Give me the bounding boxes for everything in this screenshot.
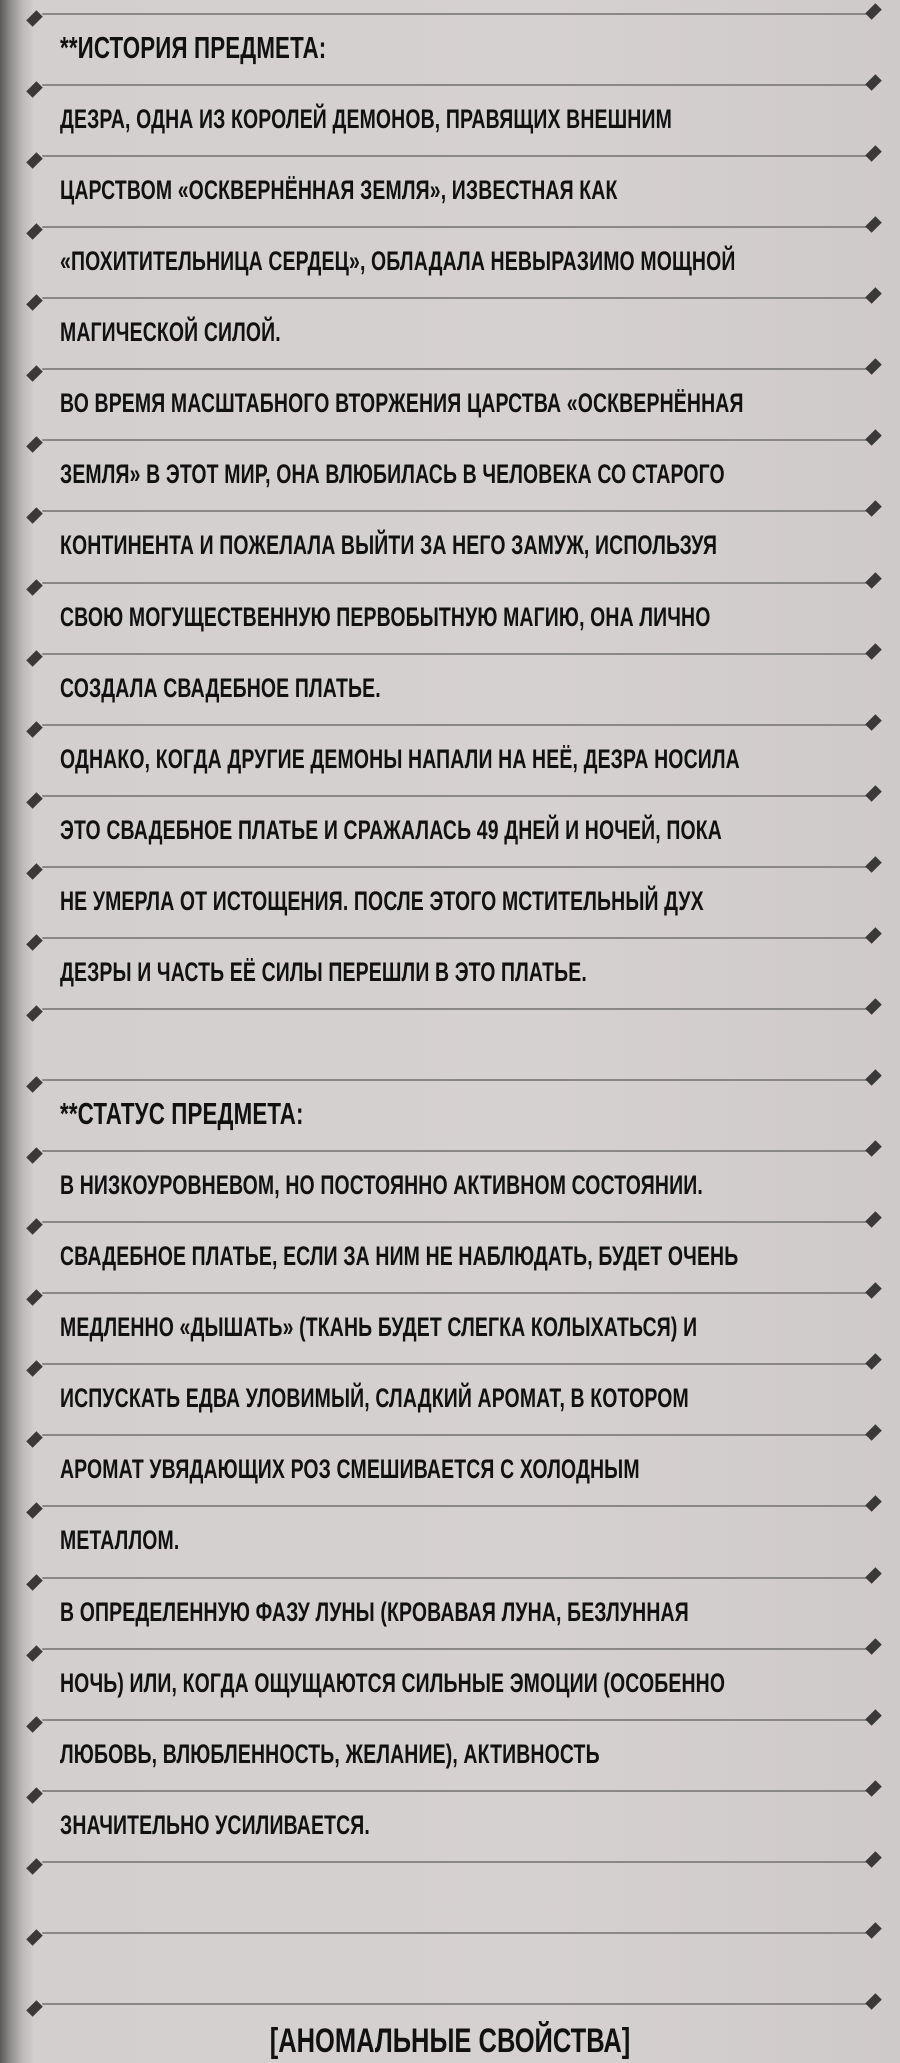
text-line: ЛЮБОВЬ, ВЛЮБЛЕННОСТЬ, ЖЕЛАНИЕ), АКТИВНОСТЬ	[60, 1738, 600, 1769]
text-line: ЭТО СВАДЕБНОЕ ПЛАТЬЕ И СРАЖАЛАСЬ 49 ДНЕЙ И НОЧЕЙ, ПОКА	[60, 814, 722, 845]
line-stroke	[42, 1221, 868, 1223]
ruled-line	[34, 1714, 874, 1726]
ruled-line	[34, 1074, 874, 1086]
text-line: НОЧЬ) ИЛИ, КОГДА ОЩУЩАЮТСЯ СИЛЬНЫЕ ЭМОЦИИ (ОСОБЕННО	[60, 1667, 726, 1698]
ruled-line	[34, 1927, 874, 1939]
ruled-line	[34, 1998, 874, 2010]
diamond-ornament-icon	[865, 216, 882, 233]
line-stroke	[42, 653, 868, 655]
ruled-line	[34, 1572, 874, 1584]
line-stroke	[42, 297, 868, 299]
line-stroke	[42, 226, 868, 228]
line-stroke	[42, 1861, 868, 1863]
text-line: МЕТАЛЛОМ.	[60, 1525, 180, 1556]
text-line: КОНТИНЕНТА И ПОЖЕЛАЛА ВЫЙТИ ЗА НЕГО ЗАМУЖ, ИСПОЛЬЗУЯ	[60, 530, 718, 561]
diamond-ornament-icon	[26, 1289, 43, 1306]
diamond-ornament-icon	[26, 508, 43, 525]
diamond-ornament-icon	[865, 1851, 882, 1868]
diamond-ornament-icon	[26, 1858, 43, 1875]
ruled-line	[34, 1429, 874, 1441]
diamond-ornament-icon	[865, 998, 882, 1015]
diamond-ornament-icon	[26, 437, 43, 454]
ruled-line	[34, 1500, 874, 1512]
diamond-ornament-icon	[865, 1638, 882, 1655]
diamond-ornament-icon	[865, 1709, 882, 1726]
line-stroke	[42, 84, 868, 86]
line-stroke	[42, 155, 868, 157]
ruled-line	[34, 932, 874, 944]
text-line: ЦАРСТВОМ «ОСКВЕРНЁННАЯ ЗЕМЛЯ», ИЗВЕСТНАЯ КАК	[60, 175, 618, 206]
line-stroke	[42, 866, 868, 868]
text-line: СВАДЕБНОЕ ПЛАТЬЕ, ЕСЛИ ЗА НИМ НЕ НАБЛЮДАТЬ, БУДЕТ ОЧЕНЬ	[60, 1241, 739, 1272]
diamond-ornament-icon	[26, 721, 43, 738]
diamond-ornament-icon	[865, 1069, 882, 1086]
text-line: ЗЕМЛЯ» В ЭТОТ МИР, ОНА ВЛЮБИЛАСЬ В ЧЕЛОВЕКА СО СТАРОГО	[60, 459, 725, 490]
diamond-ornament-icon	[865, 1425, 882, 1442]
line-stroke	[42, 1434, 868, 1436]
section-title-anomalous-properties: [АНОМАЛЬНЫЕ СВОЙСТВА]	[269, 2022, 631, 2060]
ruled-line	[34, 505, 874, 517]
diamond-ornament-icon	[26, 1574, 43, 1591]
text-line: В ОПРЕДЕЛЕННУЮ ФАЗУ ЛУНЫ (КРОВАВАЯ ЛУНА, БЕЗЛУННАЯ	[60, 1596, 689, 1627]
ruled-line	[34, 292, 874, 304]
line-stroke	[42, 1505, 868, 1507]
diamond-ornament-icon	[26, 1361, 43, 1378]
diamond-ornament-icon	[26, 1076, 43, 1093]
line-stroke	[42, 1150, 868, 1152]
line-stroke	[42, 13, 868, 15]
line-stroke	[42, 582, 868, 584]
ruled-line	[34, 1643, 874, 1655]
section-heading-history: **ИСТОРИЯ ПРЕДМЕТА:	[60, 30, 327, 65]
line-stroke	[42, 510, 868, 512]
ruled-line	[34, 8, 874, 20]
line-stroke	[42, 724, 868, 726]
text-line: МЕДЛЕННО «ДЫШАТЬ» (ТКАНЬ БУДЕТ СЛЕГКА КОЛЫХАТЬСЯ) И	[60, 1312, 698, 1343]
diamond-ornament-icon	[26, 792, 43, 809]
ruled-line	[34, 1003, 874, 1015]
line-stroke	[42, 1719, 868, 1721]
ruled-line	[34, 1856, 874, 1868]
diamond-ornament-icon	[26, 579, 43, 596]
diamond-ornament-icon	[26, 223, 43, 240]
diamond-ornament-icon	[865, 785, 882, 802]
diamond-ornament-icon	[26, 1503, 43, 1520]
line-stroke	[42, 1363, 868, 1365]
diamond-ornament-icon	[865, 1567, 882, 1584]
diamond-ornament-icon	[26, 294, 43, 311]
ruled-line	[34, 577, 874, 589]
ruled-line	[34, 363, 874, 375]
diamond-ornament-icon	[865, 359, 882, 376]
ruled-line	[34, 150, 874, 162]
ruled-line	[34, 1145, 874, 1157]
text-line: АРОМАТ УВЯДАЮЩИХ РОЗ СМЕШИВАЕТСЯ С ХОЛОДНЫМ	[60, 1454, 640, 1485]
diamond-ornament-icon	[865, 1211, 882, 1228]
diamond-ornament-icon	[865, 1282, 882, 1299]
diamond-ornament-icon	[26, 152, 43, 169]
diamond-ornament-icon	[865, 501, 882, 518]
text-line: В НИЗКОУРОВНЕВОМ, НО ПОСТОЯННО АКТИВНОМ СОСТОЯНИИ.	[60, 1170, 703, 1201]
diamond-ornament-icon	[26, 366, 43, 383]
diamond-ornament-icon	[865, 1993, 882, 2010]
diamond-ornament-icon	[865, 714, 882, 731]
diamond-ornament-icon	[26, 1218, 43, 1235]
text-line: ИСПУСКАТЬ ЕДВА УЛОВИМЫЙ, СЛАДКИЙ АРОМАТ, В КОТОРОМ	[60, 1383, 689, 1414]
ruled-line	[34, 648, 874, 660]
diamond-ornament-icon	[26, 1432, 43, 1449]
diamond-ornament-icon	[26, 863, 43, 880]
text-line: ЗНАЧИТЕЛЬНО УСИЛИВАЕТСЯ.	[60, 1809, 370, 1840]
diamond-ornament-icon	[26, 10, 43, 27]
diamond-ornament-icon	[865, 430, 882, 447]
diamond-ornament-icon	[26, 1929, 43, 1946]
diamond-ornament-icon	[865, 856, 882, 873]
text-line: ВО ВРЕМЯ МАСШТАБНОГО ВТОРЖЕНИЯ ЦАРСТВА «ОСКВЕРНЁННАЯ	[60, 388, 744, 419]
line-stroke	[42, 1648, 868, 1650]
diamond-ornament-icon	[865, 74, 882, 91]
ruled-line	[34, 861, 874, 873]
diamond-ornament-icon	[865, 1922, 882, 1939]
line-stroke	[42, 937, 868, 939]
text-line: МАГИЧЕСКОЙ СИЛОЙ.	[60, 317, 281, 348]
text-line: ДЕЗРА, ОДНА ИЗ КОРОЛЕЙ ДЕМОНОВ, ПРАВЯЩИХ ВНЕШНИМ	[60, 104, 672, 135]
line-stroke	[42, 368, 868, 370]
line-stroke	[42, 439, 868, 441]
diamond-ornament-icon	[865, 1496, 882, 1513]
ruled-line	[34, 434, 874, 446]
ruled-line	[34, 221, 874, 233]
text-line: ДЕЗРЫ И ЧАСТЬ ЕЁ СИЛЫ ПЕРЕШЛИ В ЭТО ПЛАТЬЕ.	[60, 956, 587, 987]
diamond-ornament-icon	[26, 934, 43, 951]
ruled-line	[34, 719, 874, 731]
diamond-ornament-icon	[26, 650, 43, 667]
line-stroke	[42, 795, 868, 797]
diamond-ornament-icon	[865, 1780, 882, 1797]
line-stroke	[42, 1577, 868, 1579]
text-line: СОЗДАЛА СВАДЕБНОЕ ПЛАТЬЕ.	[60, 672, 381, 703]
diamond-ornament-icon	[865, 287, 882, 304]
diamond-ornament-icon	[865, 643, 882, 660]
line-stroke	[42, 1790, 868, 1792]
ruled-line	[34, 790, 874, 802]
ruled-line	[34, 1358, 874, 1370]
line-stroke	[42, 1008, 868, 1010]
line-stroke	[42, 2003, 868, 2005]
diamond-ornament-icon	[26, 81, 43, 98]
ruled-line	[34, 1287, 874, 1299]
diamond-ornament-icon	[865, 1354, 882, 1371]
text-line: «ПОХИТИТЕЛЬНИЦА СЕРДЕЦ», ОБЛАДАЛА НЕВЫРАЗИМО МОЩНОЙ	[60, 246, 736, 277]
diamond-ornament-icon	[26, 1787, 43, 1804]
diamond-ornament-icon	[865, 572, 882, 589]
diamond-ornament-icon	[26, 2000, 43, 2017]
text-line: СВОЮ МОГУЩЕСТВЕННУЮ ПЕРВОБЫТНУЮ МАГИЮ, ОНА ЛИЧНО	[60, 601, 711, 632]
text-line: НЕ УМЕРЛА ОТ ИСТОЩЕНИЯ. ПОСЛЕ ЭТОГО МСТИТЕЛЬНЫЙ ДУХ	[60, 885, 704, 916]
diamond-ornament-icon	[26, 1005, 43, 1022]
diamond-ornament-icon	[865, 927, 882, 944]
text-line: ОДНАКО, КОГДА ДРУГИЕ ДЕМОНЫ НАПАЛИ НА НЕЁ, ДЕЗРА НОСИЛА	[60, 743, 740, 774]
line-stroke	[42, 1079, 868, 1081]
diamond-ornament-icon	[26, 1716, 43, 1733]
ruled-line	[34, 1216, 874, 1228]
line-stroke	[42, 1292, 868, 1294]
ruled-line	[34, 1785, 874, 1797]
line-stroke	[42, 1932, 868, 1934]
ruled-line	[34, 79, 874, 91]
diamond-ornament-icon	[26, 1645, 43, 1662]
diamond-ornament-icon	[865, 145, 882, 162]
diamond-ornament-icon	[865, 1140, 882, 1157]
diamond-ornament-icon	[865, 3, 882, 20]
section-heading-status: **СТАТУС ПРЕДМЕТА:	[60, 1096, 304, 1132]
diamond-ornament-icon	[26, 1147, 43, 1164]
